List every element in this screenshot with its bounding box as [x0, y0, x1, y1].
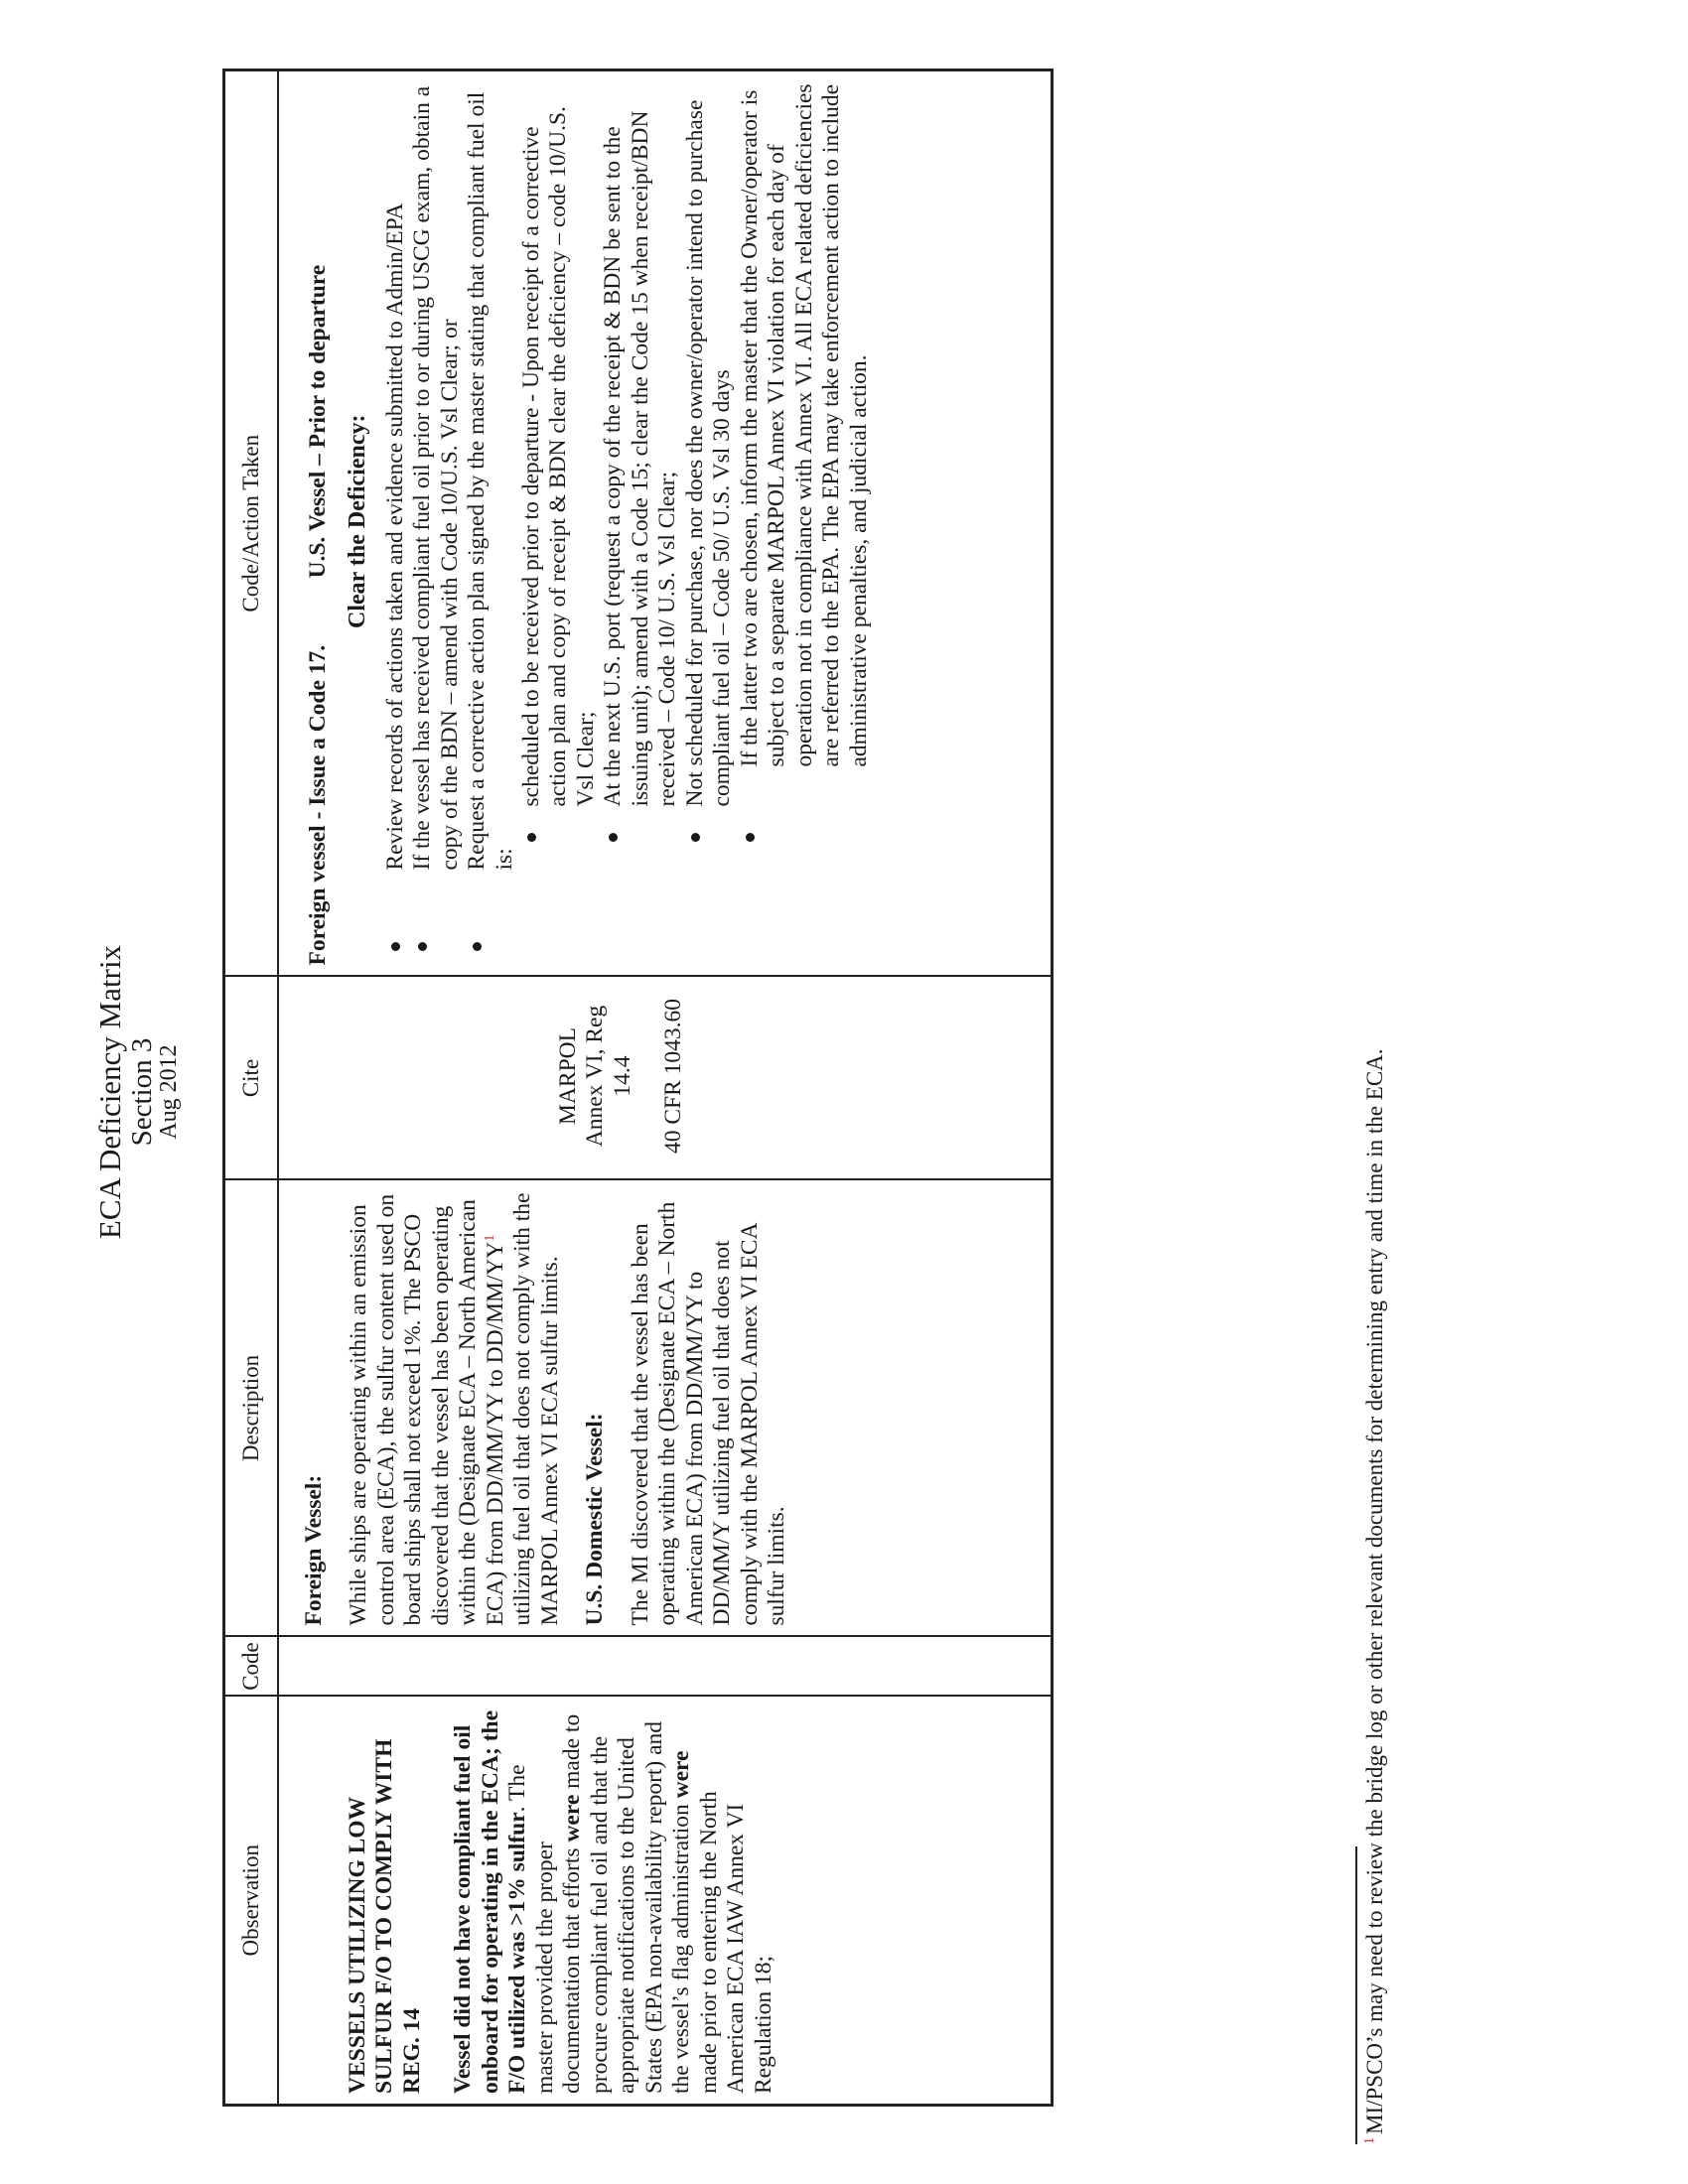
table-header-row	[224, 70, 279, 2106]
observation-cell	[278, 1697, 1053, 2106]
list-item-text: If the vessel has received compliant fuel oil prior to or during USCG exam, obtain a copy of the BDN – amend with Code 10/U.S. Vsl Clear; or	[409, 85, 463, 871]
foreign-vessel-action-heading: Foreign vessel - Issue a Code 17.	[305, 644, 331, 966]
document-section: Section 3	[125, 1037, 158, 1147]
foreign-vessel-body-end: utilizing fuel oil that does not comply with the MARPOL Annex VI ECA sulfur limits.	[509, 1192, 563, 1626]
list-item-text: scheduled to be received prior to departure - Upon receipt of a corrective action plan and copy of receipt & BDN clear the deficiency – code 10/U.S. Vsl Clear;	[517, 106, 599, 807]
action-bullet-list	[382, 77, 518, 966]
footnote-divider	[1355, 1846, 1357, 2144]
description-cell	[278, 1180, 1053, 1637]
list-item	[518, 77, 600, 966]
footnote-text: MI/PSCO’s may need to review the bridge log or other relevant documents for determining entry and time in the ECA.	[1362, 1048, 1387, 2134]
document-date: Aug 2012	[155, 1044, 182, 1140]
cite-line: 14.4	[609, 1055, 635, 1097]
list-item	[737, 77, 873, 966]
observation-heading: VESSELS UTILIZING LOW SULFUR F/O TO COMPLY WITH REG. 14	[345, 1738, 425, 2094]
column-header-code: Code	[224, 1637, 279, 1697]
list-item	[464, 77, 518, 966]
observation-text	[450, 1704, 777, 2095]
cite-line: Annex VI, Reg	[582, 1005, 609, 1148]
list-item-text: If the latter two are chosen, inform the master that the Owner/operator is subject to a separate MARPOL Annex VI violation for each day of operation not in compliance with Annex VI. All ECA related deficiencies are referred to the EPA. The EPA may take enforcement action to include administrative penalties, and judicial action.	[736, 83, 872, 767]
column-header-description: Description	[224, 1180, 279, 1637]
code-cell	[278, 1637, 1053, 1697]
cite-line: 40 CFR 1043.60	[660, 998, 687, 1155]
bullet-icon	[473, 943, 482, 952]
bullet-icon	[527, 834, 536, 843]
domestic-vessel-text: The MI discovered that the vessel has been operating within the (Designate ECA – North American ECA) from DD/MM/YY to DD/MM/Y utilizing fuel oil that does not comply with the MARPOL Annex VI ECA sulfur limits.	[627, 1201, 790, 1626]
observation-text-1: . The master provided the proper documentation that efforts	[504, 1764, 586, 2094]
observation-emphasis-2: were	[668, 1750, 695, 1799]
us-vessel-action-heading: U.S. Vessel – Prior to departure	[305, 264, 331, 579]
deficiency-matrix-table	[222, 68, 1054, 2107]
observation-bold-lead: Vessel did not have compliant fuel oil onboard for operating in the ECA; the F/O utilized was >1% sulfur	[450, 1709, 531, 2094]
list-item-text: Review records of actions taken and evidence submitted to Admin/EPA	[381, 203, 408, 871]
action-sub-bullet-list	[518, 77, 737, 966]
list-item	[682, 77, 737, 966]
observation-emphasis-1: were	[559, 1794, 586, 1843]
document-title: ECA Deficiency Matrix	[92, 944, 127, 1240]
footnote-mark: 1	[1362, 2137, 1378, 2144]
bullet-icon	[746, 834, 755, 843]
foreign-vessel-text	[346, 1187, 564, 1626]
action-cell	[278, 70, 1053, 977]
footnote-reference[interactable]: 1	[483, 1234, 498, 1242]
list-item-text: Not scheduled for purchase, nor does the owner/operator intend to purchase compliant fuel oil – Code 50/ U.S. Vsl 30 days	[681, 99, 736, 807]
bullet-icon	[418, 943, 427, 952]
bullet-icon	[691, 834, 700, 843]
list-item-text: At the next U.S. port (request a copy of the receipt & BDN be sent to the issuing unit); amend with a Code 15; clear the Code 15 when receipt/BDN received – Code 10/ U.S. Vsl Clear;	[600, 110, 681, 807]
table-row	[278, 70, 1053, 2106]
cite-line: MARPOL	[555, 1027, 581, 1125]
list-item	[409, 77, 464, 966]
foreign-vessel-heading: Foreign Vessel:	[301, 1474, 327, 1626]
list-item	[600, 77, 681, 966]
action-heading-row	[305, 77, 332, 966]
clear-deficiency-heading: Clear the Deficiency:	[345, 414, 371, 628]
foreign-vessel-body: While ships are operating within an emission control area (ECA), the sulfur content used on board ships shall not exceed 1%. The PSCO discovered that the vessel has been operating within the (Designate ECA – North American ECA) from DD/MM/YY to DD/MM/YY	[346, 1193, 508, 1626]
column-header-action: Code/Action Taken	[224, 70, 279, 977]
observation-text-2: made to procure compliant fuel oil and that the appropriate notifications to the United States (EPA non-availability report) and the vessel’s flag administration	[559, 1713, 695, 2094]
document-header	[94, 0, 182, 2184]
observation-text-3: made prior to entering the North American ECA IAW Annex VI Regulation 18;	[695, 1791, 776, 2094]
action-final-bullet-list	[737, 77, 873, 966]
cite-cell	[278, 977, 1053, 1180]
list-item	[382, 77, 409, 966]
bullet-icon	[391, 943, 400, 952]
list-item-text: Request a corrective action plan signed by the master stating that compliant fuel oil is:	[464, 91, 517, 871]
footnote	[1362, 1048, 1388, 2144]
domestic-vessel-heading: U.S. Domestic Vessel:	[582, 1413, 609, 1626]
column-header-observation: Observation	[224, 1697, 279, 2106]
bullet-icon	[609, 834, 618, 843]
column-header-cite: Cite	[224, 977, 279, 1180]
